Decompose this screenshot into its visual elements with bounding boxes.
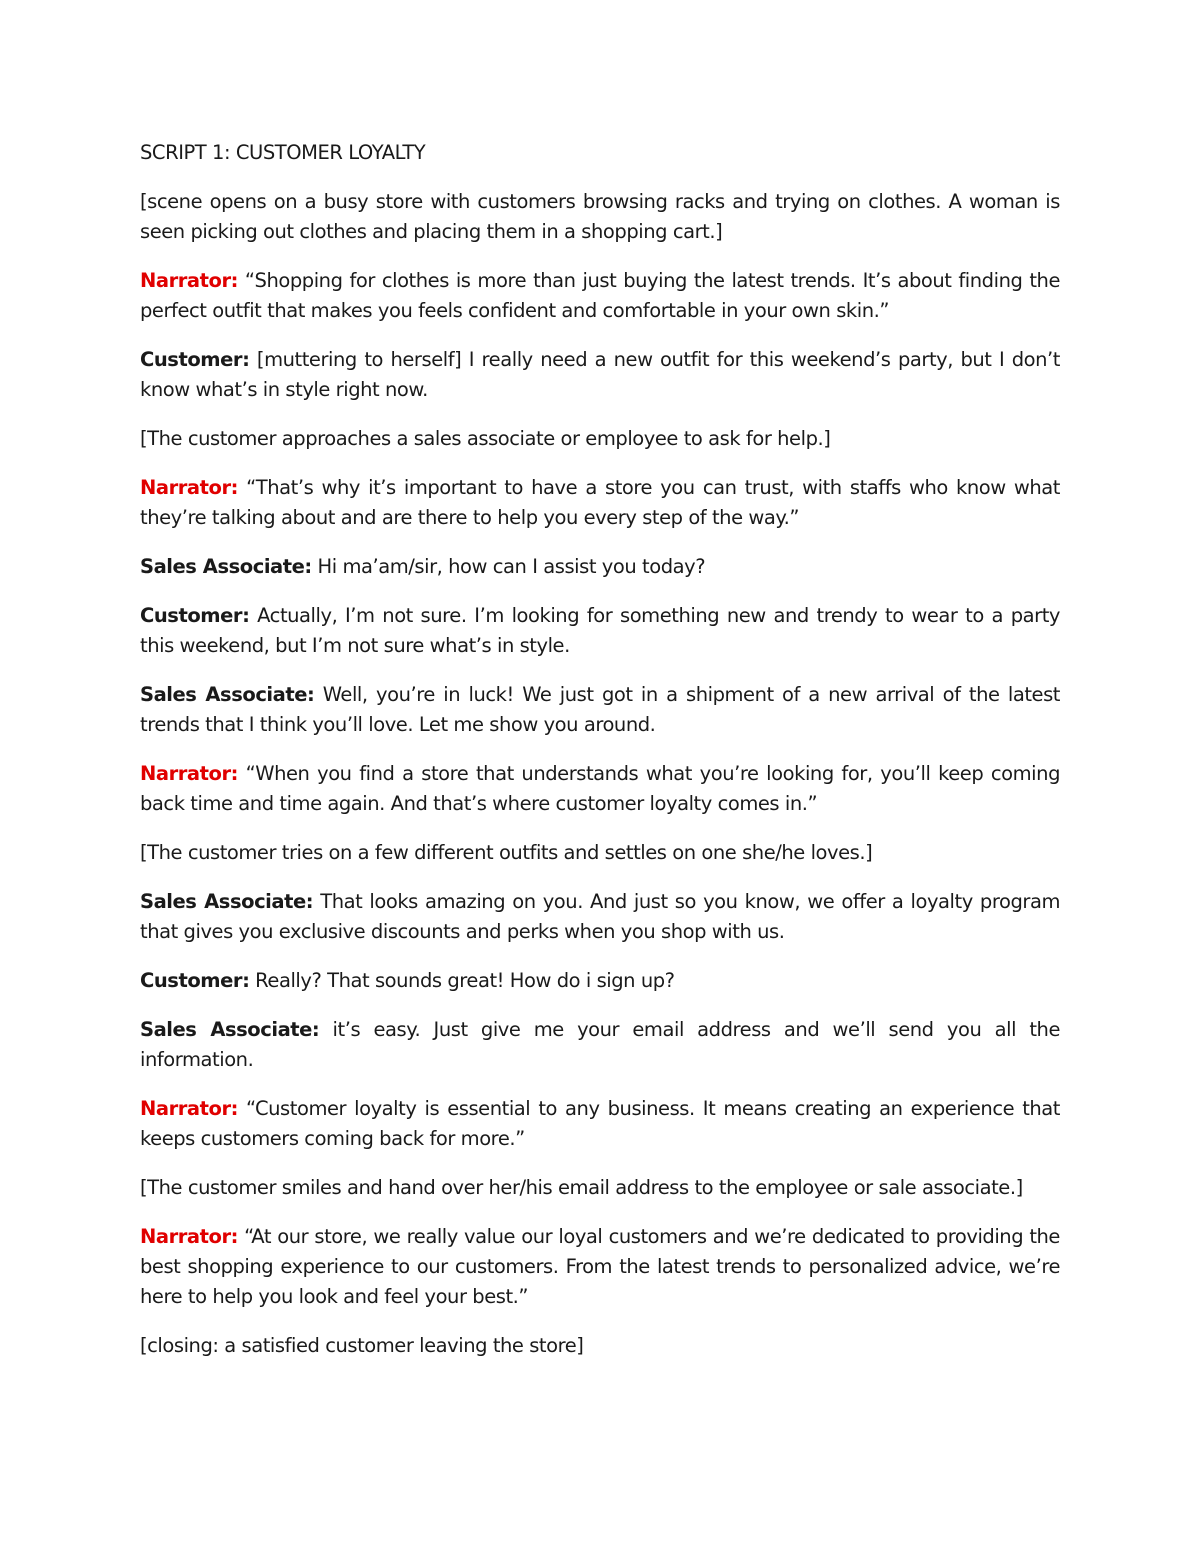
customer-line — [140, 966, 1060, 996]
customer-line — [140, 601, 1060, 661]
stage-direction — [140, 187, 1060, 247]
narrator-line — [140, 759, 1060, 819]
narrator-line — [140, 266, 1060, 326]
speaker-label: Narrator: — [140, 1225, 238, 1248]
paragraph-text: Hi ma’am/sir, how can I assist you today? — [311, 555, 706, 578]
paragraph-text: [The customer approaches a sales associate or employee to ask for help.] — [140, 427, 831, 450]
speaker-label: Sales Associate: — [140, 890, 314, 913]
sales-associate-line — [140, 552, 1060, 582]
sales-associate-line — [140, 680, 1060, 740]
stage-direction — [140, 838, 1060, 868]
speaker-label: Sales Associate: — [140, 555, 312, 578]
customer-line — [140, 345, 1060, 405]
speaker-label: Narrator: — [140, 476, 238, 499]
paragraph-text: “At our store, we really value our loyal customers and we’re dedicated to providing the best shopping experience to our customers. From the latest trends to personalized advice, we’re here to help you look and feel your best.” — [140, 1225, 1060, 1308]
sales-associate-line — [140, 1015, 1060, 1075]
paragraph-text: “That’s why it’s important to have a store you can trust, with staffs who know what they’re talking about and are there to help you every step of the way.” — [140, 476, 1060, 529]
speaker-label: Narrator: — [140, 762, 238, 785]
document-page — [140, 138, 1060, 1380]
narrator-line — [140, 1222, 1060, 1312]
paragraph-text: “Customer loyalty is essential to any business. It means creating an experience that keeps customers coming back for more.” — [140, 1097, 1060, 1150]
paragraph-text: Well, you’re in luck! We just got in a shipment of a new arrival of the latest trends that I think you’ll love. Let me show you around. — [140, 683, 1061, 736]
paragraph-text: Actually, I’m not sure. I’m looking for something new and trendy to wear to a party this weekend, but I’m not sure what’s in style. — [140, 604, 1060, 657]
speaker-label: Customer: — [140, 348, 250, 371]
paragraph-text: [The customer tries on a few different outfits and settles on one she/he loves.] — [140, 841, 873, 864]
stage-direction — [140, 424, 1060, 454]
narrator-line — [140, 473, 1060, 533]
paragraph-text: Really? That sounds great! How do i sign up? — [249, 969, 675, 992]
speaker-label: Narrator: — [140, 1097, 238, 1120]
paragraph-text: That looks amazing on you. And just so you know, we offer a loyalty program that gives you exclusive discounts and perks when you shop with us. — [140, 890, 1061, 943]
speaker-label: Sales Associate: — [140, 1018, 320, 1041]
paragraph-text: [muttering to herself] I really need a new outfit for this weekend’s party, but I don’t know what’s in style right now. — [140, 348, 1060, 401]
speaker-label: Sales Associate: — [140, 683, 315, 706]
sales-associate-line — [140, 887, 1060, 947]
paragraph-text: it’s easy. Just give me your email address and we’ll send you all the information. — [140, 1018, 1060, 1071]
speaker-label: Customer: — [140, 604, 250, 627]
paragraph-text: [scene opens on a busy store with customers browsing racks and trying on clothes. A woman is seen picking out clothes and placing them in a shopping cart.] — [140, 190, 1060, 243]
stage-direction — [140, 1331, 1060, 1361]
speaker-label: Narrator: — [140, 269, 238, 292]
document-title: SCRIPT 1: CUSTOMER LOYALTY — [140, 141, 426, 164]
paragraph-text: [closing: a satisfied customer leaving the store] — [140, 1334, 584, 1357]
speaker-label: Customer: — [140, 969, 250, 992]
narrator-line — [140, 1094, 1060, 1154]
paragraph-text: “Shopping for clothes is more than just buying the latest trends. It’s about finding the perfect outfit that makes you feels confident and comfortable in your own skin.” — [140, 269, 1060, 322]
paragraph-text: “When you find a store that understands what you’re looking for, you’ll keep coming back time and time again. And that’s where customer loyalty comes in.” — [140, 762, 1060, 815]
paragraph-text: [The customer smiles and hand over her/his email address to the employee or sale associate.] — [140, 1176, 1023, 1199]
stage-direction — [140, 1173, 1060, 1203]
